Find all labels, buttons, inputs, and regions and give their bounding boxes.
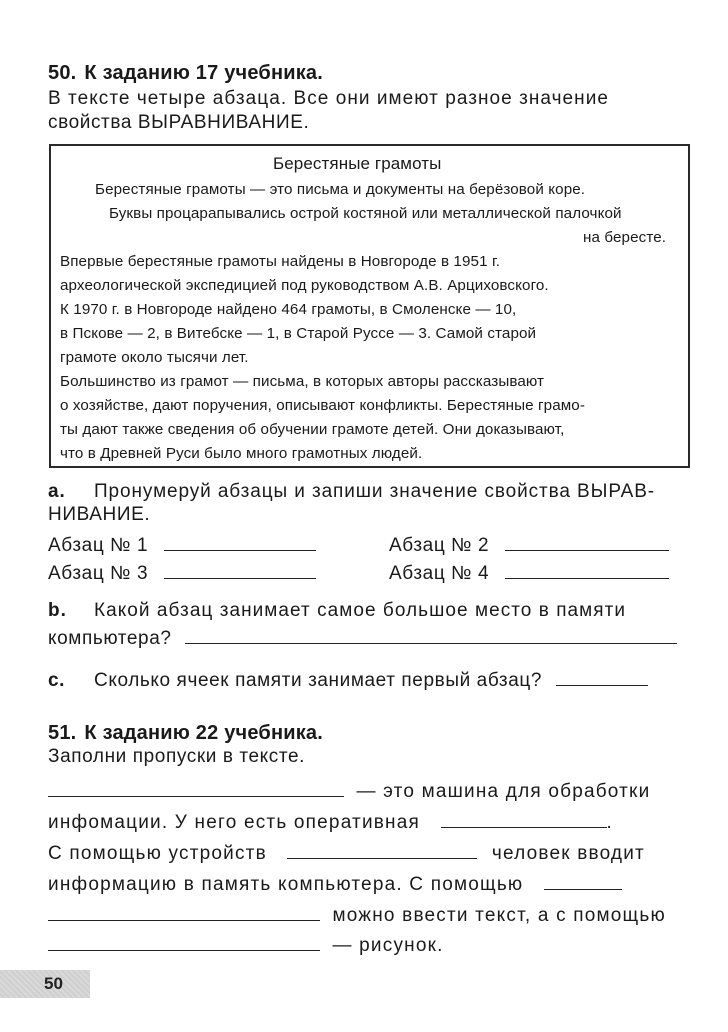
frame-line-11: ты дают также сведения об обучении грамоте детей. Они доказывают, [60, 421, 565, 438]
paragraph-1-row [48, 532, 316, 557]
question-b-text-2: компьютера? [48, 628, 172, 649]
frame-line-3: на бересте. [583, 229, 667, 246]
frame-line-5: археологической экспедицией под руководством А.В. Арциховского. [60, 277, 549, 294]
exercise-51-number: 51. [48, 722, 77, 744]
exercise-50-intro-line-1: В тексте четыре абзаца. Все они имеют разное значение [48, 88, 609, 109]
frame-line-8: грамоте около тысячи лет. [60, 349, 249, 366]
frame-line-10: о хозяйстве, дают поручения, описывают конфликты. Берестяные грамо- [60, 397, 585, 414]
fill-line-5 [48, 902, 666, 927]
fill-line-1 [48, 778, 650, 803]
question-b-label: b. [48, 600, 67, 621]
fill-line-6-text: — рисунок. [332, 935, 444, 956]
fill-line-2-text: инфомации. У него есть оперативная [48, 812, 421, 833]
exercise-51-heading [48, 722, 323, 745]
exercise-50-heading [48, 62, 323, 85]
question-a-text: Пронумеруй абзацы и запиши значение свойства ВЫРАВ- [94, 481, 656, 502]
question-c-line [48, 667, 648, 692]
fill-line-3 [48, 840, 645, 865]
fill-line-2 [48, 809, 613, 834]
exercise-50-title: К заданию 17 учебника. [84, 62, 324, 84]
blank-1[interactable] [48, 778, 344, 797]
paragraph-3-answer-field[interactable] [164, 560, 316, 579]
paragraph-2-label: Абзац № 2 [389, 535, 490, 556]
page-number: 50 [44, 974, 63, 993]
question-b-text: Какой абзац занимает самое большое место в памяти [94, 600, 627, 621]
paragraph-3-label: Абзац № 3 [48, 563, 149, 584]
blank-3[interactable] [287, 840, 477, 859]
question-b-line-1 [48, 600, 626, 622]
frame-line-2: Буквы процарапывались острой костяной или металлической палочкой [109, 205, 622, 222]
blank-6[interactable] [48, 932, 320, 951]
blank-5[interactable] [48, 902, 320, 921]
fill-line-2-end: . [606, 812, 613, 833]
exercise-51-title: К заданию 22 учебника. [84, 722, 324, 744]
fill-line-4-text: информацию в память компьютера. С помощью [48, 874, 524, 895]
blank-4[interactable] [544, 871, 622, 890]
fill-line-4 [48, 871, 622, 896]
fill-line-6 [48, 932, 444, 957]
question-c-label: с. [48, 670, 66, 691]
exercise-51-intro: Заполни пропуски в тексте. [48, 746, 306, 767]
paragraph-4-answer-field[interactable] [505, 560, 669, 579]
blank-2[interactable] [441, 809, 607, 828]
paragraph-2-row [389, 532, 669, 557]
frame-line-1: Берестяные грамоты — это письма и документы на берёзовой коре. [95, 181, 586, 198]
paragraph-4-label: Абзац № 4 [389, 563, 490, 584]
question-a-line-1 [48, 481, 655, 503]
paragraph-1-answer-field[interactable] [164, 532, 316, 551]
paragraph-3-row [48, 560, 316, 585]
fill-line-3-text-a: С помощью устройств [48, 843, 267, 864]
frame-line-7: в Пскове — 2, в Витебске — 1, в Старой Руссе — 3. Самой старой [60, 325, 537, 342]
paragraph-1-label: Абзац № 1 [48, 535, 149, 556]
exercise-50-intro-line-2: свойства ВЫРАВНИВАНИЕ. [48, 112, 310, 133]
paragraph-2-answer-field[interactable] [505, 532, 669, 551]
frame-line-9: Большинство из грамот — письма, в которых авторы рассказывают [60, 373, 545, 390]
question-b-answer-field[interactable] [185, 625, 677, 644]
question-c-text: Сколько ячеек памяти занимает первый абзац? [94, 670, 543, 691]
text-frame [49, 144, 690, 468]
fill-line-5-text: можно ввести текст, а с помощью [332, 905, 666, 926]
exercise-50-number: 50. [48, 62, 77, 84]
page-number-tab [0, 970, 90, 998]
frame-title: Берестяные грамоты [273, 154, 442, 173]
fill-line-3-text-b: человек вводит [491, 843, 645, 864]
frame-line-12: что в Древней Руси было много грамотных людей. [60, 445, 423, 462]
frame-line-4: Впервые берестяные грамоты найдены в Новгороде в 1951 г. [60, 253, 501, 270]
question-c-answer-field[interactable] [556, 667, 648, 686]
question-a-line-2: НИВАНИЕ. [48, 504, 151, 525]
fill-line-1-text: — это машина для обработки [356, 781, 651, 802]
question-a-label: а. [48, 481, 66, 502]
question-b-line-2 [48, 625, 677, 650]
paragraph-4-row [389, 560, 669, 585]
frame-line-6: К 1970 г. в Новгороде найдено 464 грамоты, в Смоленске — 10, [60, 301, 517, 318]
